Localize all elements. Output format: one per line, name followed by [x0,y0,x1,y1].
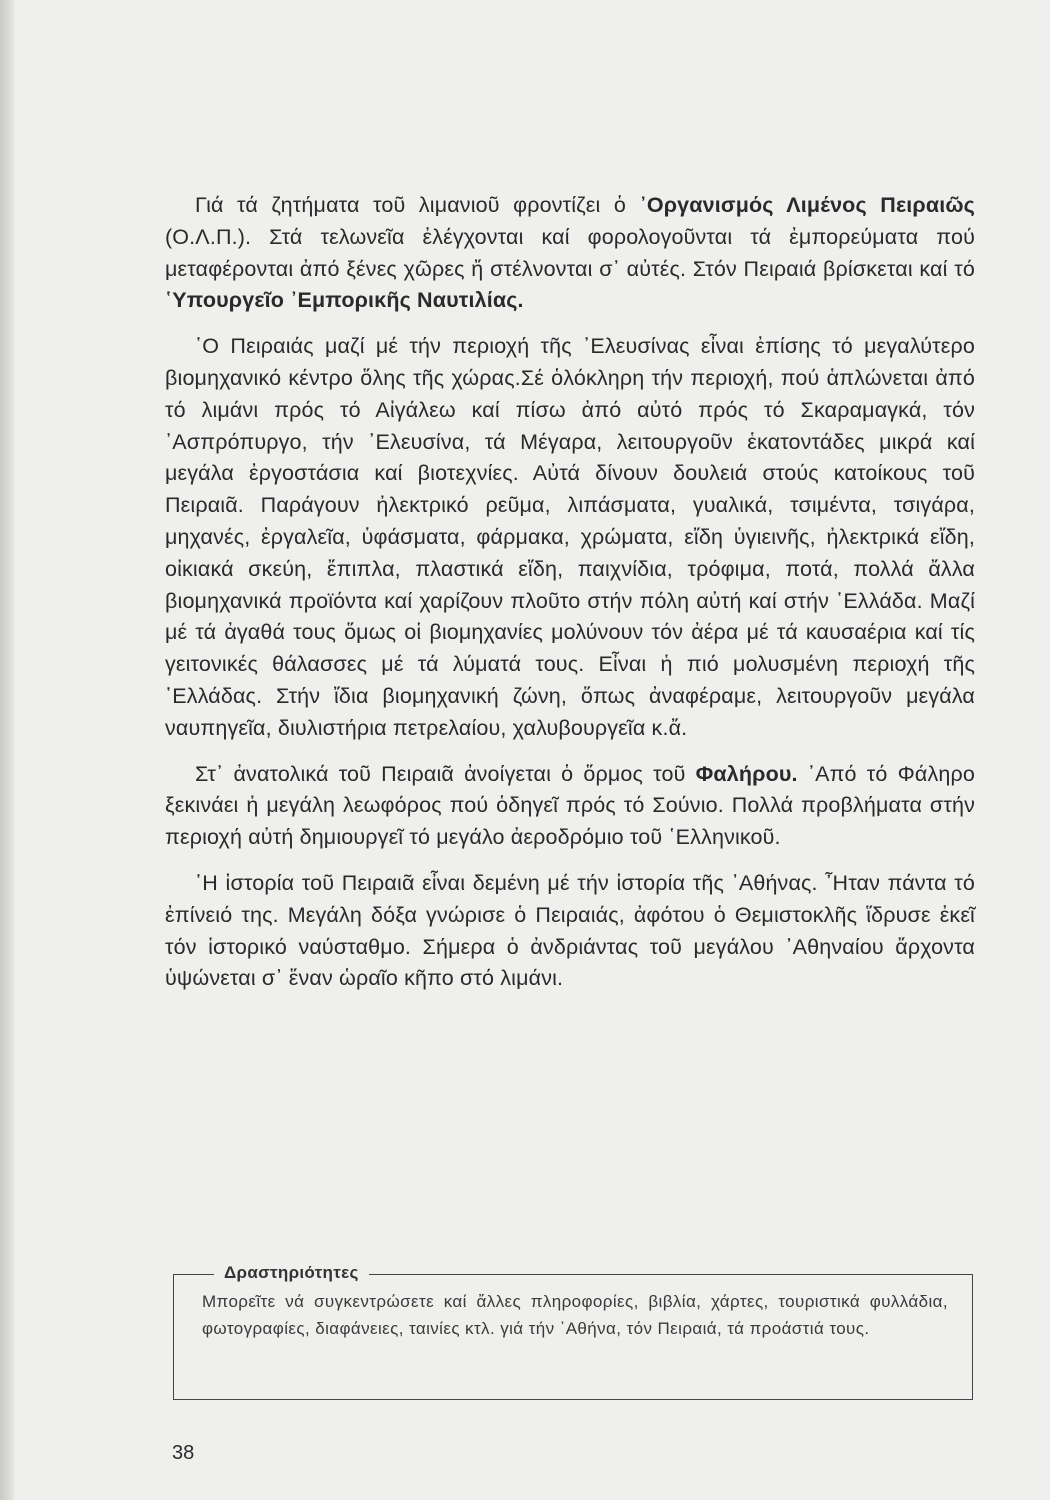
p3-text-before: Στ᾿ ἀνατολικά τοῦ Πειραιᾶ ἀνοίγεται ὁ ὅρμος τοῦ [195,761,696,786]
p3-bold-faliro: Φαλήρου. [695,761,798,786]
page-body [165,190,975,1009]
activities-box [173,1263,973,1400]
paragraph-faliro [165,759,975,854]
activities-text: Μπορεῖτε νά συγκεντρώσετε καί ἄλλες πληροφορίες, βιβλία, χάρτες, τουριστικά φυλλάδια, φωτογραφίες, διαφάνειες, ταινίες κτλ. γιά τήν ᾿Αθήνα, τόν Πειραιά, τά προάστιά τους. [202,1292,948,1338]
paragraph-olp [165,190,975,317]
p1-bold-olp: ᾿Οργανισμός Λιμένος Πειραιῶς [639,193,975,217]
p1-text-middle: (Ο.Λ.Π.). Στά τελωνεῖα ἐλέγχονται καί φορολογοῦνται τά ἐμπορεύματα πού μεταφέρονται ἀπό ξένες χῶρες ἤ στέλνονται σ᾿ αὐτές. Στόν Πειραιά βρίσκεται καί τό [165,224,975,281]
paragraph-industry: ῾Ο Πειραιάς μαζί μέ τήν περιοχή τῆς ᾿Ελευσίνας εἶναι ἐπίσης τό μεγαλύτερο βιομηχανικό κέντρο ὅλης τῆς χώρας.Σέ ὁλόκληρη τήν περιοχή, πού ἁπλώνεται ἀπό τό λιμάνι πρός τό Αἰγάλεω καί πίσω ἀπό αὐτό πρός τό Σκαραμαγκά, τόν ᾿Ασπρόπυργο, τήν ᾿Ελευσίνα, τά Μέγαρα, λειτουργοῦν ἑκατοντάδες μικρά καί μεγάλα ἐργοστάσια καί βιοτεχνίες. Αὐτά δίνουν δουλειά στούς κατοίκους τοῦ Πειραιᾶ. Παράγουν ἠλεκτρικό ρεῦμα, λιπάσματα, γυαλικά, τσιμέντα, τσιγάρα, μηχανές, ἐργαλεῖα, ὑφάσματα, φάρμακα, χρώματα, εἴδη ὑγιεινῆς, ἠλεκτρικά εἴδη, οἰκιακά σκεύη, ἔπιπλα, πλαστικά εἴδη, παιχνίδια, τρόφιμα, ποτά, πολλά ἄλλα βιομηχανικά προϊόντα καί χαρίζουν πλοῦτο στήν πόλη αὐτή καί στήν ῾Ελλάδα. Μαζί μέ τά ἀγαθά τους ὅμως οἱ βιομηχανίες μολύνουν τόν ἀέρα μέ τά καυσαέρια καί τίς γειτονικές θάλασσες μέ τά λύματά τους. Εἶναι ἡ πιό μολυσμένη περιοχή τῆς ῾Ελλάδας. Στήν ἴδια βιομηχανική ζώνη, ὅπως ἀναφέραμε, λειτουργοῦν μεγάλα ναυπηγεῖα, διυλιστήρια πετρελαίου, χαλυβουργεῖα κ.ἄ. [165,334,975,740]
p1-text-before: Γιά τά ζητήματα τοῦ λιμανιοῦ φροντίζει ὁ [195,193,640,217]
scan-edge [0,0,14,1500]
activities-title: Δραστηριότητες [214,1263,369,1283]
page-number: 38 [172,1442,195,1464]
p1-bold-ministry: ῾Υπουργεῖο ᾿Εμπορικῆς Ναυτιλίας. [165,288,524,313]
paragraph-history: ῾Η ἱστορία τοῦ Πειραιᾶ εἶναι δεμένη μέ τήν ἱστορία τῆς ᾿Αθήνας. ῏Ηταν πάντα τό ἐπίνειό της. Μεγάλη δόξα γνώρισε ὁ Πειραιάς, ἀφότου ὁ Θεμιστοκλῆς ἵδρυσε ἐκεῖ τόν ἱστορικό ναύσταθμο. Σήμερα ὁ ἀνδριάντας τοῦ μεγάλου ᾿Αθηναίου ἄρχοντα ὑψώνεται σ᾿ ἕναν ὡραῖο κῆπο στό λιμάνι. [165,870,975,991]
p3-text-after: ᾿Από τό Φάληρο ξεκινάει ἡ μεγάλη λεωφόρος πού ὁδηγεῖ πρός τό Σούνιο. Πολλά προβλήματα στήν περιοχή αὐτή δημιουργεῖ τό μεγάλο ἀεροδρόμιο τοῦ ῾Ελληνικοῦ. [165,761,976,850]
